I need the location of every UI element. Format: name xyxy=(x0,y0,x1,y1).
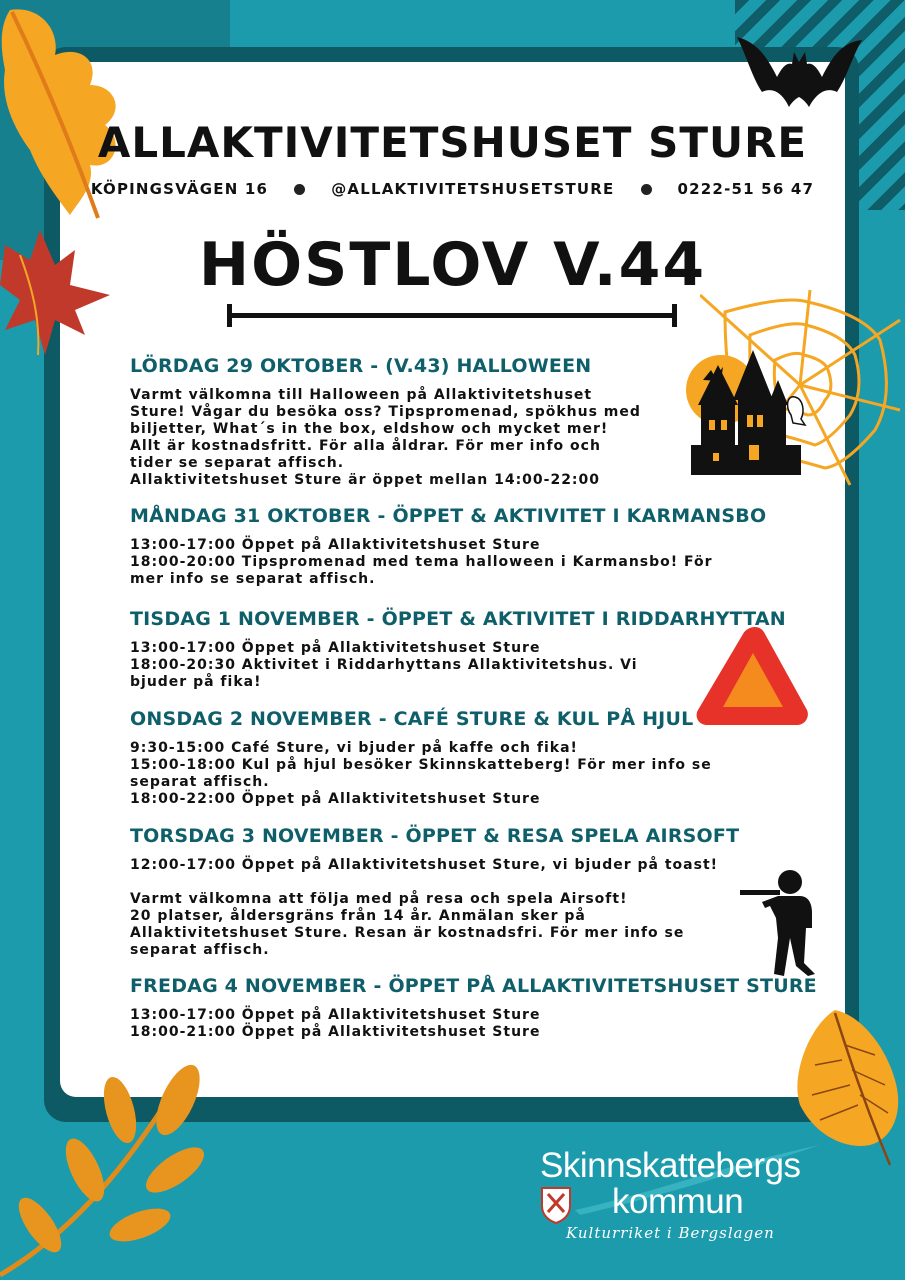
schedule-section-wednesday xyxy=(130,708,712,808)
section-line: Varmt välkomna att följa med på resa och spela Airsoft! xyxy=(130,891,628,907)
section-line: 15:00-18:00 Kul på hjul besöker Skinnskatteberg! För mer info se xyxy=(130,757,712,773)
contact-info-row xyxy=(0,180,905,198)
section-heading: TISDAG 1 NOVEMBER - ÖPPET & AKTIVITET I RIDDARHYTTAN xyxy=(130,608,786,630)
section-line: 18:00-21:00 Öppet på Allaktivitetshuset Sture xyxy=(130,1024,541,1040)
bat-icon xyxy=(737,22,862,122)
section-line: mer info se separat affisch. xyxy=(130,571,376,587)
section-line: biljetter, What´s in the box, eldshow och mycket mer! xyxy=(130,421,609,437)
phone-text: 0222-51 56 47 xyxy=(677,180,815,198)
section-line: 13:00-17:00 Öppet på Allaktivitetshuset Sture xyxy=(130,1007,541,1023)
section-line: 20 platser, åldersgräns från 14 år. Anmälan sker på xyxy=(130,908,586,924)
municipality-logo-text xyxy=(540,1148,800,1220)
schedule-section-thursday xyxy=(130,825,739,959)
section-line: 13:00-17:00 Öppet på Allaktivitetshuset Sture xyxy=(130,537,541,553)
section-line: 18:00-20:00 Tipspromenad med tema halloween i Karmansbo! För xyxy=(130,554,713,570)
section-line: Allaktivitetshuset Sture är öppet mellan 14:00-22:00 xyxy=(130,472,601,488)
logo-line-1: Skinnskattebergs xyxy=(540,1146,801,1185)
section-line: Sture! Vågar du besöka oss? Tipspromenad, spökhus med xyxy=(130,404,641,420)
schedule-section-saturday xyxy=(130,355,641,489)
section-body xyxy=(130,537,766,588)
title-underline xyxy=(227,313,677,318)
section-line: tider se separat affisch. xyxy=(130,455,345,471)
main-title: HÖSTLOV V.44 xyxy=(198,230,707,300)
section-line: Allt är kostnadsfritt. För alla åldrar. För mer info och xyxy=(130,438,601,454)
social-handle-text: @ALLAKTIVITETSHUSETSTURE xyxy=(331,180,615,198)
section-line: Allaktivitetshuset Sture. Resan är kostnadsfri. För mer info se xyxy=(130,925,685,941)
logo-tagline: Kulturriket i Bergslagen xyxy=(566,1224,775,1242)
section-heading: ONSDAG 2 NOVEMBER - CAFÉ STURE & KUL PÅ HJUL xyxy=(130,708,694,730)
section-heading: TORSDAG 3 NOVEMBER - ÖPPET & RESA SPELA AIRSOFT xyxy=(130,825,740,847)
section-line: separat affisch. xyxy=(130,774,270,790)
section-line: 13:00-17:00 Öppet på Allaktivitetshuset Sture xyxy=(130,640,541,656)
section-line: 18:00-22:00 Öppet på Allaktivitetshuset Sture xyxy=(130,791,541,807)
logo-line-2: kommun xyxy=(612,1182,744,1221)
section-line: 18:00-20:30 Aktivitet i Riddarhyttans Allaktivitetshus. Vi xyxy=(130,657,638,673)
section-line: 9:30-15:00 Café Sture, vi bjuder på kaffe och fika! xyxy=(130,740,578,756)
section-heading: MÅNDAG 31 OKTOBER - ÖPPET & AKTIVITET I KARMANSBO xyxy=(130,505,767,527)
address-text: KÖPINGSVÄGEN 16 xyxy=(90,180,269,198)
section-body xyxy=(130,740,712,808)
section-body xyxy=(130,387,641,489)
section-heading: LÖRDAG 29 OKTOBER - (V.43) HALLOWEEN xyxy=(130,355,592,377)
section-line: bjuder på fika! xyxy=(130,674,262,690)
section-body xyxy=(130,640,786,691)
bullet-dot-icon xyxy=(294,184,305,195)
haunted-house-icon xyxy=(683,345,808,480)
schedule-section-monday xyxy=(130,505,766,588)
section-line: 12:00-17:00 Öppet på Allaktivitetshuset Sture, vi bjuder på toast! xyxy=(130,857,719,873)
schedule-section-tuesday xyxy=(130,608,786,691)
venue-title: ALLAKTIVITETSHUSET STURE xyxy=(97,118,808,167)
airsoft-player-icon xyxy=(740,868,830,978)
section-spacer xyxy=(130,874,739,891)
section-body xyxy=(130,857,739,959)
bullet-dot-icon xyxy=(641,184,652,195)
section-body xyxy=(130,1007,817,1041)
section-heading: FREDAG 4 NOVEMBER - ÖPPET PÅ ALLAKTIVITETSHUSET STURE xyxy=(130,975,817,997)
schedule-section-friday xyxy=(130,975,817,1041)
section-line: separat affisch. xyxy=(130,942,270,958)
section-line: Varmt välkomna till Halloween på Allaktivitetshuset xyxy=(130,387,593,403)
branch-leaves-icon xyxy=(0,1060,230,1280)
